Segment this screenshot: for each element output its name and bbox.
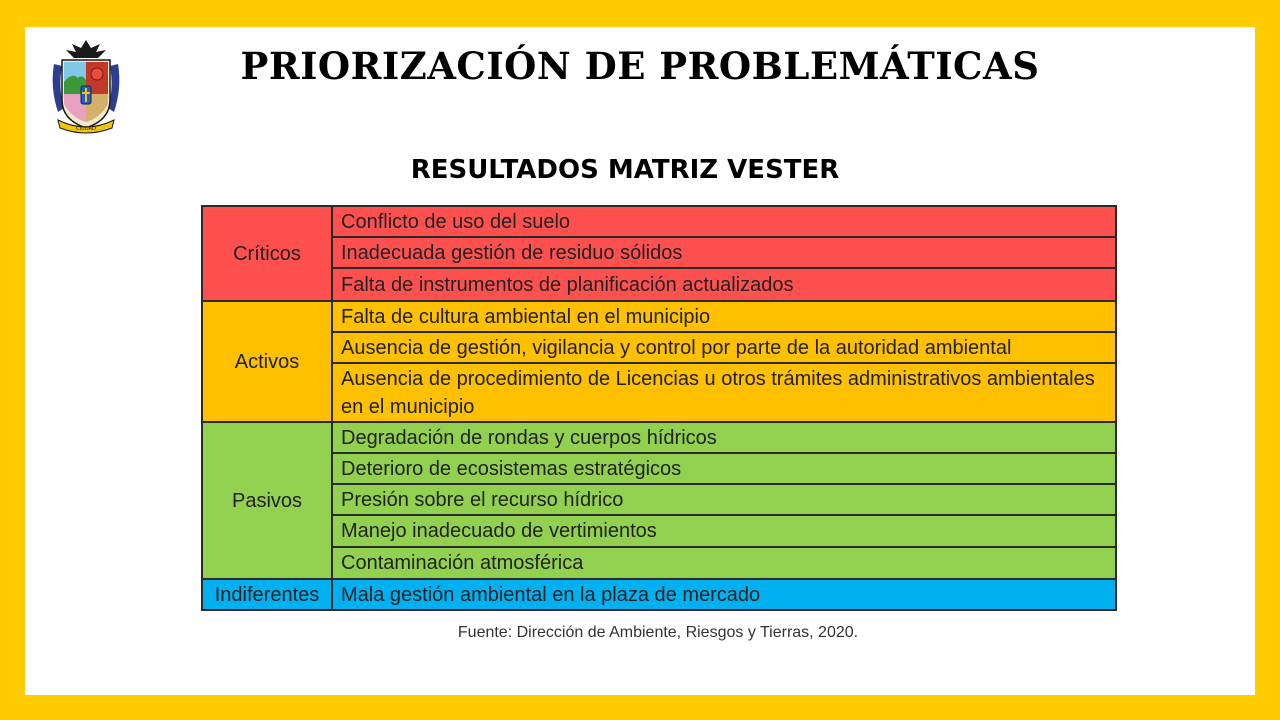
vester-results-table <box>201 205 1117 611</box>
table-row <box>202 484 1116 515</box>
problem-item: Inadecuada gestión de residuo sólidos <box>332 237 1116 268</box>
problem-item: Ausencia de procedimiento de Licencias u otros trámites administrativos ambientales en el municipio <box>332 363 1116 422</box>
table-row <box>202 332 1116 363</box>
table-row <box>202 206 1116 237</box>
table-row <box>202 422 1116 453</box>
problem-item: Manejo inadecuado de vertimientos <box>332 515 1116 547</box>
category-pasivos: Pasivos <box>202 422 332 579</box>
table-row <box>202 237 1116 268</box>
svg-text:CIUDAD: CIUDAD <box>76 126 96 132</box>
table-row <box>202 515 1116 547</box>
table-row <box>202 547 1116 579</box>
cross-icon <box>81 86 91 104</box>
table-row <box>202 301 1116 332</box>
section-subtitle: RESULTADOS MATRIZ VESTER <box>410 155 840 185</box>
category-indiferentes: Indiferentes <box>202 579 332 610</box>
problem-item: Ausencia de gestión, vigilancia y control por parte de la autoridad ambiental <box>332 332 1116 363</box>
table-row <box>202 453 1116 484</box>
problem-item: Conflicto de uso del suelo <box>332 206 1116 237</box>
page-title: PRIORIZACIÓN DE PROBLEMÁTICAS <box>240 44 1040 88</box>
problem-item: Mala gestión ambiental en la plaza de mercado <box>332 579 1116 610</box>
source-caption: Fuente: Dirección de Ambiente, Riesgos y Tierras, 2020. <box>457 624 859 641</box>
problem-item: Falta de instrumentos de planificación actualizados <box>332 268 1116 301</box>
problem-item: Deterioro de ecosistemas estratégicos <box>332 453 1116 484</box>
problem-item: Contaminación atmosférica <box>332 547 1116 579</box>
table-row <box>202 579 1116 610</box>
table-row <box>202 268 1116 301</box>
table-row <box>202 363 1116 422</box>
category-criticos: Críticos <box>202 206 332 301</box>
problem-item: Falta de cultura ambiental en el municipio <box>332 301 1116 332</box>
problem-item: Degradación de rondas y cuerpos hídricos <box>332 422 1116 453</box>
category-activos: Activos <box>202 301 332 422</box>
problem-item: Presión sobre el recurso hídrico <box>332 484 1116 515</box>
